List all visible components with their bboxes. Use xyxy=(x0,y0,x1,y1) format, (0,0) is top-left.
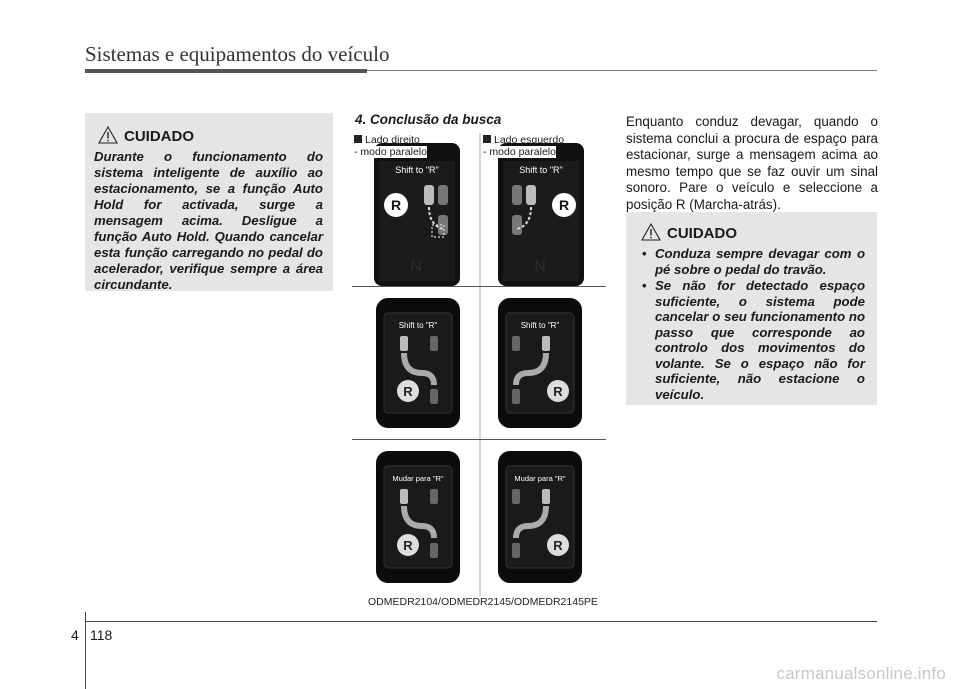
svg-text:N: N xyxy=(410,258,424,275)
gear-r-icon: R xyxy=(403,384,413,399)
cluster-display-right-top xyxy=(374,143,460,286)
car-icon xyxy=(512,489,520,504)
header-rule-thin xyxy=(367,70,877,71)
caution-box-left xyxy=(85,113,333,291)
car-icon xyxy=(526,185,536,205)
car-icon xyxy=(400,489,408,504)
caution-header xyxy=(641,222,865,242)
display-message: Shift to "R" xyxy=(398,321,438,330)
cluster-display-left-bottom xyxy=(498,451,582,583)
caution-box-right xyxy=(626,212,877,405)
cluster-display-right-bottom xyxy=(376,451,460,583)
cluster-display-left-mid xyxy=(498,298,582,428)
display-message: Mudar para "R" xyxy=(392,474,444,483)
caution-item: • Conduza sempre devagar com o pé sobre o pedal do travão. xyxy=(637,246,865,277)
watermark: carmanualsonline.info xyxy=(776,664,946,683)
figure-code: ODMEDR2104/ODMEDR2145/ODMEDR2145PE xyxy=(368,596,598,608)
car-icon xyxy=(430,489,438,504)
car-icon xyxy=(400,336,408,351)
figure-label-left-side: Lado esquerdo - modo paralelo xyxy=(483,134,565,158)
gear-r-icon: R xyxy=(390,197,402,213)
warning-triangle-icon xyxy=(98,125,118,145)
caution-list xyxy=(637,246,865,402)
car-icon xyxy=(542,336,550,351)
car-icon xyxy=(512,336,520,351)
car-icon xyxy=(512,185,522,205)
car-icon xyxy=(424,185,434,205)
body-paragraph: Enquanto conduz devagar, quando o sistema conclui a procura de espaço para estacionar, surge a mensagem acima ao mesmo tempo que se faz ouvir um sinal sonoro. Pare o veículo e seleccione a posição R (Marcha-atrás). xyxy=(626,114,878,212)
gear-r-icon: R xyxy=(553,384,563,399)
gear-r-icon: R xyxy=(553,538,563,553)
warning-triangle-icon xyxy=(641,222,661,242)
caution-item: • Se não for detectado espaço suficiente, o sistema pode cancelar o seu funcionamento no passo que corresponde ao controlo dos movimentos do volante. Se o espaço não for suficiente, não estacione o veículo. xyxy=(637,278,865,402)
chapter-number: 4 xyxy=(71,627,79,643)
car-icon xyxy=(430,543,438,558)
black-square-icon xyxy=(483,135,491,143)
cluster-display-left-top xyxy=(498,143,584,286)
black-square-icon xyxy=(354,135,362,143)
caution-text: Durante o funcionamento do sistema inteligente de auxílio ao estacionamento, se a função Auto Hold for activada, surge a mensagem acima. Desligue a função Auto Hold. Quando cancelar esta função carregando no pedal do acelerador, verifique sempre a área circundante. xyxy=(94,149,323,292)
display-message: Shift to "R" xyxy=(520,321,560,330)
car-icon xyxy=(438,185,448,205)
display-message: Shift to "R" xyxy=(519,165,563,175)
page-number: 118 xyxy=(90,627,113,643)
header-rule xyxy=(85,69,367,73)
cluster-display-right-mid xyxy=(376,298,460,428)
car-icon xyxy=(542,489,550,504)
car-icon xyxy=(430,389,438,404)
display-message: Shift to "R" xyxy=(395,165,439,175)
svg-text:N: N xyxy=(534,258,548,275)
caution-title: CUIDADO xyxy=(667,225,737,242)
caution-header xyxy=(98,125,323,145)
display-message: Mudar para "R" xyxy=(514,474,566,483)
car-icon xyxy=(512,543,520,558)
caution-title: CUIDADO xyxy=(124,128,194,145)
gear-r-icon: R xyxy=(558,197,570,213)
figure-label-right-side: Lado direito - modo paralelo xyxy=(354,134,427,158)
parking-assist-figure xyxy=(352,133,606,596)
car-icon xyxy=(512,389,520,404)
cluster-displays xyxy=(352,133,606,596)
car-icon xyxy=(512,215,522,235)
footer-rule xyxy=(85,621,877,622)
header-title: Sistemas e equipamentos do veículo xyxy=(85,42,390,66)
gear-r-icon: R xyxy=(403,538,413,553)
car-icon xyxy=(430,336,438,351)
footer-divider xyxy=(85,612,86,689)
section-heading: 4. Conclusão da busca xyxy=(355,112,502,127)
car-icon xyxy=(438,215,448,235)
